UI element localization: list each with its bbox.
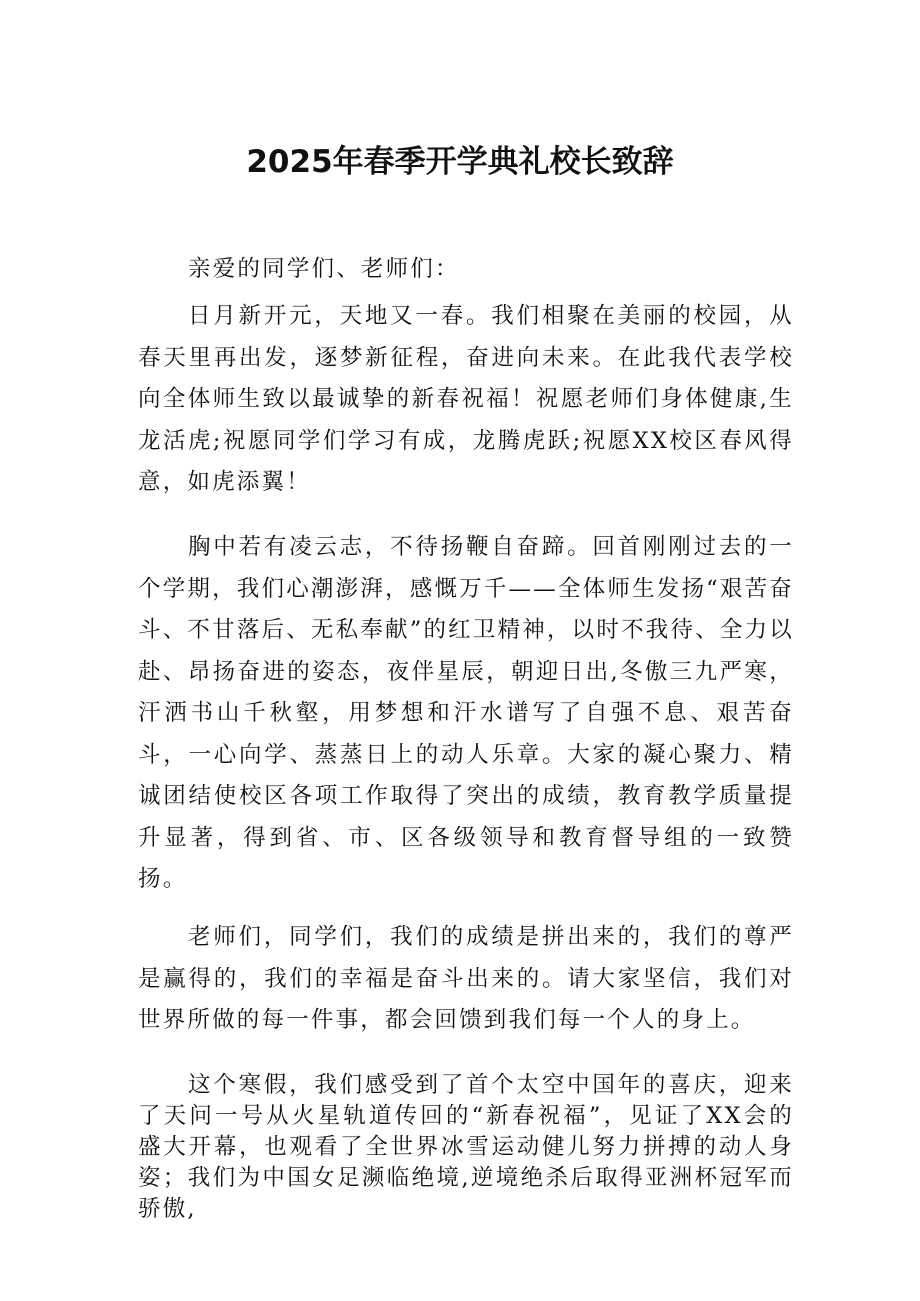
paragraph-3: 老师们，同学们，我们的成绩是拼出来的，我们的尊严是赢得的，我们的幸福是奋斗出来的。请大家坚信，我们对世界所做的每一件事，都会回馈到我们每一个人的身上。 [138,924,794,1033]
salutation: 亲爱的同学们、老师们： [188,256,460,282]
paragraph-1: 日月新开元，天地又一春。我们相聚在美丽的校园，从春天里再出发，逐梦新征程，奋进向未来。在此我代表学校向全体师生致以最诚挚的新春祝福！祝愿老师们身体健康,生龙活虎;祝愿同学们学习有成，龙腾虎跃;祝愿XX校区春风得意，如虎添翼！ [138,303,794,495]
paragraph-4: 这个寒假，我们感受到了首个太空中国年的喜庆，迎来了天问一号从火星轨道传回的“新春祝福”，见证了XX会的盛大开幕，也观看了全世界冰雪运动健儿努力拼搏的动人身姿；我们为中国女足濒临绝境,逆境绝杀后取得亚洲杯冠军而骄傲, [138,1072,794,1222]
document-title: 2025年春季开学典礼校长致辞 [246,144,674,180]
paragraph-2: 胸中若有凌云志，不待扬鞭自奋蹄。回首刚刚过去的一个学期，我们心潮澎湃，感慨万千——全体师生发扬“艰苦奋斗、不甘落后、无私奉献”的红卫精神，以时不我待、全力以赴、昂扬奋进的姿态，夜伴星辰，朝迎日出,冬傲三九严寒，汗洒书山千秋壑，用梦想和汗水谱写了自强不息、艰苦奋斗，一心向学、蒸蒸日上的动人乐章。大家的凝心聚力、精诚团结使校区各项工作取得了突出的成绩，教育教学质量提升显著，得到省、市、区各级领导和教育督导组的一致赞扬。 [138,534,794,892]
